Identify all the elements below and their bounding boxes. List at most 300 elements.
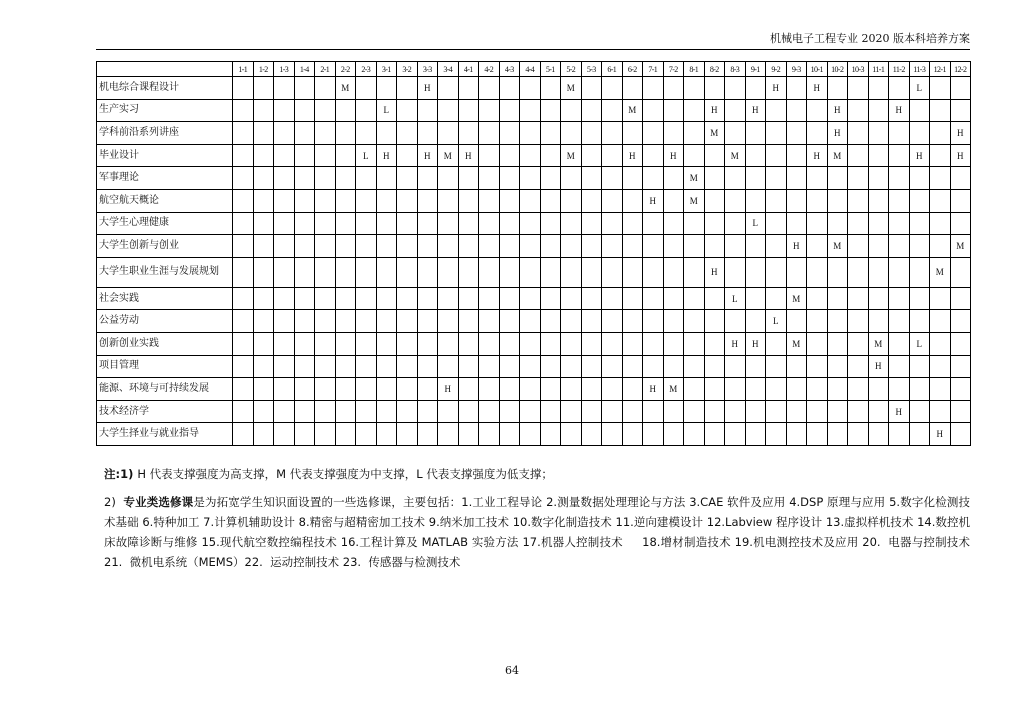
column-header: 6-1	[602, 62, 623, 77]
table-row	[97, 287, 971, 310]
support-cell	[704, 189, 725, 212]
support-cell	[540, 144, 561, 167]
support-cell	[315, 122, 336, 145]
support-cell	[458, 235, 479, 258]
support-cell: M	[438, 144, 459, 167]
course-name-cell: 技术经济学	[97, 400, 233, 423]
course-name-cell: 大学生择业与就业指导	[97, 423, 233, 446]
support-cell	[581, 77, 602, 100]
column-header: 12-2	[950, 62, 971, 77]
support-cell	[479, 423, 500, 446]
support-cell	[438, 423, 459, 446]
support-cell	[294, 310, 315, 333]
support-cell: H	[827, 122, 848, 145]
support-cell	[233, 77, 254, 100]
support-cell	[438, 235, 459, 258]
support-cell	[643, 400, 664, 423]
support-cell: M	[622, 99, 643, 122]
support-cell	[417, 378, 438, 401]
support-cell	[356, 235, 377, 258]
support-cell	[315, 212, 336, 235]
support-cell: H	[889, 400, 910, 423]
support-cell	[294, 257, 315, 287]
support-cell	[233, 400, 254, 423]
support-cell	[356, 122, 377, 145]
support-cell	[335, 257, 356, 287]
support-cell	[581, 122, 602, 145]
support-cell	[315, 287, 336, 310]
support-cell	[684, 378, 705, 401]
table-row	[97, 99, 971, 122]
support-cell	[930, 332, 951, 355]
support-cell	[458, 122, 479, 145]
support-cell	[807, 287, 828, 310]
support-cell	[417, 122, 438, 145]
support-cell	[520, 332, 541, 355]
support-cell	[458, 400, 479, 423]
support-cell	[725, 99, 746, 122]
support-cell	[376, 77, 397, 100]
page-header	[96, 30, 970, 50]
support-cell	[417, 423, 438, 446]
support-cell	[684, 144, 705, 167]
support-cell	[520, 212, 541, 235]
support-cell	[848, 99, 869, 122]
support-cell	[479, 189, 500, 212]
support-cell	[643, 212, 664, 235]
support-cell	[376, 287, 397, 310]
support-cell	[602, 287, 623, 310]
support-cell	[827, 310, 848, 333]
table-row	[97, 332, 971, 355]
support-cell	[581, 257, 602, 287]
support-cell	[520, 167, 541, 190]
support-cell	[909, 99, 930, 122]
support-cell	[950, 400, 971, 423]
support-cell	[725, 122, 746, 145]
support-cell	[520, 378, 541, 401]
support-cell	[438, 287, 459, 310]
table-header-row	[97, 62, 971, 77]
support-cell	[807, 189, 828, 212]
column-header: 1-3	[274, 62, 295, 77]
support-cell	[274, 355, 295, 378]
support-cell	[479, 287, 500, 310]
support-cell	[499, 332, 520, 355]
support-cell	[622, 423, 643, 446]
support-cell	[581, 99, 602, 122]
course-name-cell: 大学生职业生涯与发展规划	[97, 257, 233, 287]
support-cell	[540, 212, 561, 235]
support-cell	[315, 77, 336, 100]
support-cell	[663, 287, 684, 310]
support-cell	[356, 77, 377, 100]
note-2	[104, 492, 970, 572]
support-cell	[950, 167, 971, 190]
support-cell	[499, 235, 520, 258]
support-cell	[561, 423, 582, 446]
support-cell	[458, 212, 479, 235]
support-cell	[356, 167, 377, 190]
support-cell	[438, 167, 459, 190]
support-cell	[827, 189, 848, 212]
support-cell: H	[930, 423, 951, 446]
support-cell: H	[909, 144, 930, 167]
support-cell	[479, 77, 500, 100]
table-row	[97, 77, 971, 100]
support-cell	[622, 378, 643, 401]
support-cell	[274, 212, 295, 235]
column-header: 4-4	[520, 62, 541, 77]
support-cell	[397, 99, 418, 122]
support-cell	[253, 189, 274, 212]
support-cell	[540, 77, 561, 100]
support-cell	[930, 99, 951, 122]
page-number: 64	[505, 664, 519, 677]
table-row	[97, 122, 971, 145]
support-cell	[540, 122, 561, 145]
support-cell	[848, 423, 869, 446]
support-cell	[602, 212, 623, 235]
support-cell: H	[643, 189, 664, 212]
support-cell	[745, 400, 766, 423]
support-cell: H	[807, 77, 828, 100]
support-cell	[909, 122, 930, 145]
support-cell	[356, 332, 377, 355]
table-row	[97, 189, 971, 212]
column-header: 11-1	[868, 62, 889, 77]
table-row	[97, 212, 971, 235]
support-cell	[930, 235, 951, 258]
table-row	[97, 378, 971, 401]
support-cell	[253, 99, 274, 122]
column-header: 8-2	[704, 62, 725, 77]
support-cell	[950, 77, 971, 100]
support-cell: H	[766, 77, 787, 100]
support-cell	[663, 400, 684, 423]
support-cell	[848, 378, 869, 401]
support-cell	[602, 99, 623, 122]
column-header: 9-1	[745, 62, 766, 77]
support-cell	[807, 423, 828, 446]
support-cell	[889, 189, 910, 212]
support-cell	[930, 144, 951, 167]
support-cell: H	[745, 99, 766, 122]
support-cell	[766, 122, 787, 145]
support-cell	[253, 212, 274, 235]
support-cell	[622, 355, 643, 378]
support-cell	[643, 355, 664, 378]
support-cell	[766, 400, 787, 423]
support-cell	[786, 257, 807, 287]
support-cell	[233, 122, 254, 145]
table-row	[97, 257, 971, 287]
note-2-text: 是为拓宽学生知识面设置的一些选修课，主要包括：1.工业工程导论 2.测量数据处理理论与方法 3.CAE 软件及应用 4.DSP 原理与应用 5.数字化检测技术基础 6.特种加工 7.计算机辅助设计 8.精密与超精密加工技术 9.纳米加工技术 10.数字化制造技术 11.逆向建模设计 12.Labview 程序设计 13.虚拟样机技术 14.数控机床故障诊断与维修 15.现代航空数控编程技术 16.工程计算及 MATLAB 实验方法 17.机器人控制技术 18.增材制造技术 19.机电测控技术及应用 20. 电器与控制技术 21. 微机电系统（MEMS）22. 运动控制技术 23. 传感器与检测技术	[104, 495, 970, 569]
support-cell	[417, 287, 438, 310]
support-cell	[725, 310, 746, 333]
support-cell	[786, 310, 807, 333]
header-corner-cell	[97, 62, 233, 77]
support-cell: M	[335, 77, 356, 100]
course-name-cell: 大学生创新与创业	[97, 235, 233, 258]
column-header: 11-2	[889, 62, 910, 77]
support-cell	[335, 122, 356, 145]
support-cell	[520, 310, 541, 333]
support-cell	[479, 378, 500, 401]
support-cell: H	[438, 378, 459, 401]
column-header: 10-3	[848, 62, 869, 77]
support-cell	[868, 423, 889, 446]
table-row	[97, 167, 971, 190]
course-name-cell: 生产实习	[97, 99, 233, 122]
support-cell	[643, 167, 664, 190]
support-cell	[663, 310, 684, 333]
support-cell	[315, 235, 336, 258]
support-cell	[356, 212, 377, 235]
support-cell	[889, 378, 910, 401]
support-cell	[438, 257, 459, 287]
support-cell	[540, 310, 561, 333]
course-name-cell: 创新创业实践	[97, 332, 233, 355]
support-cell	[889, 122, 910, 145]
support-cell	[704, 400, 725, 423]
support-cell	[499, 257, 520, 287]
support-cell	[540, 378, 561, 401]
support-cell	[335, 423, 356, 446]
support-cell	[540, 189, 561, 212]
support-cell	[335, 99, 356, 122]
support-cell	[889, 355, 910, 378]
support-cell	[807, 212, 828, 235]
support-cell	[725, 400, 746, 423]
support-cell	[233, 235, 254, 258]
support-cell	[397, 257, 418, 287]
support-cell	[274, 144, 295, 167]
support-cell	[417, 310, 438, 333]
support-cell	[499, 122, 520, 145]
support-cell	[458, 99, 479, 122]
note-1	[104, 466, 553, 482]
support-cell	[602, 77, 623, 100]
support-cell	[397, 235, 418, 258]
support-cell	[766, 378, 787, 401]
support-cell	[827, 423, 848, 446]
support-cell	[663, 423, 684, 446]
support-cell	[786, 355, 807, 378]
support-cell	[848, 167, 869, 190]
support-cell	[397, 355, 418, 378]
support-cell	[294, 189, 315, 212]
support-cell	[274, 400, 295, 423]
support-cell: H	[458, 144, 479, 167]
support-cell	[479, 235, 500, 258]
support-cell	[294, 378, 315, 401]
support-cell	[909, 212, 930, 235]
support-cell	[294, 77, 315, 100]
support-cell	[643, 423, 664, 446]
support-cell	[438, 310, 459, 333]
support-cell	[930, 122, 951, 145]
support-cell	[376, 257, 397, 287]
support-cell	[684, 332, 705, 355]
support-cell	[745, 355, 766, 378]
support-cell	[315, 144, 336, 167]
support-cell	[745, 257, 766, 287]
support-cell: H	[889, 99, 910, 122]
support-cell	[397, 332, 418, 355]
support-cell: M	[786, 287, 807, 310]
support-cell	[335, 355, 356, 378]
support-cell: H	[950, 144, 971, 167]
support-cell	[684, 400, 705, 423]
support-cell	[233, 212, 254, 235]
support-cell	[356, 355, 377, 378]
support-cell	[725, 423, 746, 446]
support-cell	[622, 287, 643, 310]
support-cell	[909, 189, 930, 212]
course-name-cell: 学科前沿系列讲座	[97, 122, 233, 145]
support-cell	[253, 167, 274, 190]
support-cell	[827, 212, 848, 235]
support-cell: M	[561, 77, 582, 100]
support-cell	[458, 77, 479, 100]
support-cell	[643, 235, 664, 258]
support-cell	[725, 189, 746, 212]
support-cell	[745, 235, 766, 258]
support-cell	[458, 287, 479, 310]
support-cell	[274, 99, 295, 122]
support-cell	[745, 189, 766, 212]
support-cell: M	[725, 144, 746, 167]
support-cell	[950, 332, 971, 355]
support-cell	[356, 423, 377, 446]
support-cell	[315, 257, 336, 287]
support-cell	[602, 378, 623, 401]
support-cell	[233, 287, 254, 310]
document-title: 机械电子工程专业 2020 版本科培养方案	[770, 32, 970, 45]
support-cell	[479, 257, 500, 287]
support-cell	[335, 212, 356, 235]
course-name-cell: 航空航天概论	[97, 189, 233, 212]
support-cell	[622, 77, 643, 100]
support-cell: M	[827, 235, 848, 258]
support-cell	[376, 167, 397, 190]
support-cell	[930, 400, 951, 423]
support-cell	[397, 167, 418, 190]
support-cell	[889, 310, 910, 333]
support-cell	[499, 189, 520, 212]
support-cell	[540, 400, 561, 423]
support-cell	[786, 77, 807, 100]
support-cell	[950, 99, 971, 122]
support-cell	[397, 189, 418, 212]
support-cell	[643, 99, 664, 122]
support-cell	[725, 167, 746, 190]
column-header: 11-3	[909, 62, 930, 77]
support-cell	[581, 144, 602, 167]
support-cell	[868, 99, 889, 122]
support-cell: M	[827, 144, 848, 167]
support-cell: H	[745, 332, 766, 355]
support-cell	[397, 122, 418, 145]
column-header: 4-2	[479, 62, 500, 77]
support-cell	[663, 235, 684, 258]
course-name-cell: 大学生心理健康	[97, 212, 233, 235]
support-cell	[766, 144, 787, 167]
column-header: 5-2	[561, 62, 582, 77]
support-cell	[315, 400, 336, 423]
support-cell	[868, 167, 889, 190]
support-cell	[909, 423, 930, 446]
support-cell	[479, 144, 500, 167]
support-cell	[643, 332, 664, 355]
table-row	[97, 355, 971, 378]
support-cell	[786, 378, 807, 401]
support-cell	[868, 212, 889, 235]
support-cell	[889, 167, 910, 190]
support-cell	[786, 423, 807, 446]
support-cell	[233, 355, 254, 378]
support-cell	[827, 378, 848, 401]
support-cell	[315, 378, 336, 401]
support-cell	[376, 400, 397, 423]
column-header: 10-2	[827, 62, 848, 77]
column-header: 7-1	[643, 62, 664, 77]
support-cell	[704, 77, 725, 100]
support-cell	[561, 235, 582, 258]
support-cell	[540, 235, 561, 258]
support-cell	[520, 400, 541, 423]
course-name-cell: 社会实践	[97, 287, 233, 310]
support-cell	[786, 400, 807, 423]
support-cell	[499, 378, 520, 401]
support-cell	[868, 310, 889, 333]
support-cell	[376, 310, 397, 333]
support-cell: H	[622, 144, 643, 167]
support-cell	[725, 355, 746, 378]
support-cell	[274, 77, 295, 100]
support-cell	[417, 212, 438, 235]
support-cell	[274, 378, 295, 401]
support-cell	[930, 287, 951, 310]
support-cell	[315, 189, 336, 212]
support-cell	[745, 122, 766, 145]
support-cell	[335, 235, 356, 258]
support-cell	[274, 235, 295, 258]
support-cell	[950, 378, 971, 401]
support-cell	[335, 332, 356, 355]
support-cell	[684, 77, 705, 100]
support-cell	[807, 400, 828, 423]
course-name-cell: 能源、环境与可持续发展	[97, 378, 233, 401]
support-cell	[930, 355, 951, 378]
support-cell	[745, 144, 766, 167]
note-1-text: H 代表支撑强度为高支撑，M 代表支撑强度为中支撑，L 代表支撑强度为低支撑；	[137, 467, 553, 481]
column-header: 3-2	[397, 62, 418, 77]
support-cell	[499, 310, 520, 333]
column-header: 8-3	[725, 62, 746, 77]
support-cell	[766, 235, 787, 258]
support-cell	[684, 212, 705, 235]
support-cell	[561, 189, 582, 212]
support-cell	[561, 287, 582, 310]
support-cell: M	[684, 167, 705, 190]
support-cell	[417, 355, 438, 378]
support-cell	[807, 355, 828, 378]
support-cell	[704, 144, 725, 167]
support-cell	[499, 400, 520, 423]
support-cell	[766, 167, 787, 190]
